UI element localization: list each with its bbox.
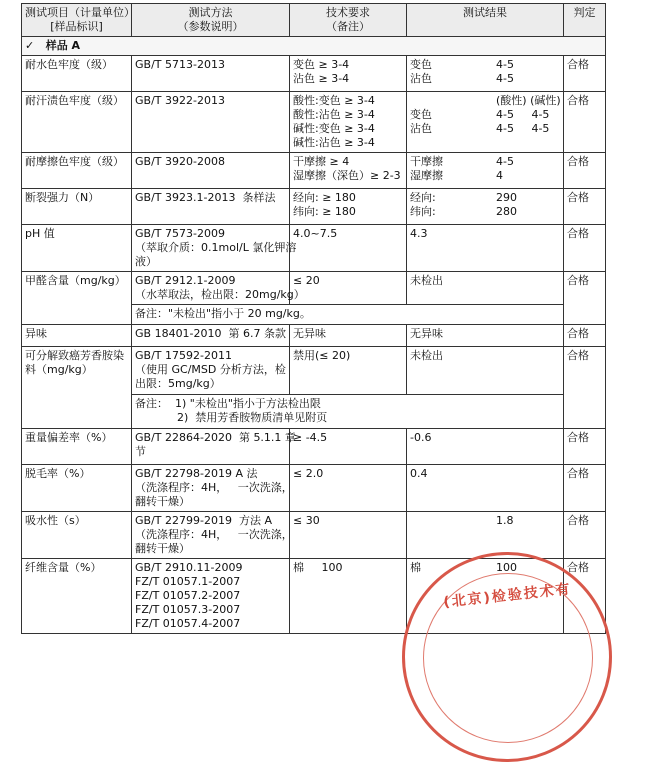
test-item: 耐摩擦色牢度（级） <box>22 153 132 189</box>
table-row <box>22 465 606 512</box>
judgement: 合格 <box>564 559 606 634</box>
test-method: GB/T 3923.1-2013 条样法 <box>132 189 290 225</box>
header-result: 测试结果 <box>407 4 564 37</box>
test-method: GB/T 17592-2011 （使用 GC/MSD 分析方法，检 出限：5mg/kg） <box>132 347 290 395</box>
test-method: GB/T 3922-2013 <box>132 92 290 153</box>
sample-row <box>22 37 606 56</box>
result-value: 100 <box>496 561 517 574</box>
result <box>407 465 564 512</box>
test-item: 耐汗渍色牢度（级） <box>22 92 132 153</box>
result-label: 棉 <box>410 561 421 574</box>
table-row <box>22 347 606 395</box>
test-item: pH 值 <box>22 225 132 272</box>
result-label: 4.3 <box>410 227 428 240</box>
stamp-text: (北京)检验技术有 <box>442 581 573 611</box>
requirement: 酸性:变色 ≥ 3-4 酸性:沾色 ≥ 3-4 碱性:变色 ≥ 3-4 碱性:沾色 ≥ 3-4 <box>290 92 407 153</box>
test-item: 耐水色牢度（级） <box>22 56 132 92</box>
table-row <box>22 512 606 559</box>
requirement: 干摩擦 ≥ 4 湿摩擦（深色）≥ 2-3 <box>290 153 407 189</box>
check-icon: ✓ <box>25 39 35 52</box>
result <box>407 512 564 559</box>
requirement: ≤ 2.0 <box>290 465 407 512</box>
result <box>407 347 564 395</box>
requirement: 无异味 <box>290 325 407 347</box>
test-item: 可分解致癌芳香胺染 料（mg/kg） <box>22 347 132 429</box>
test-method: GB/T 22798-2019 A 法 （洗涤程序：4H， 一次洗涤， 翻转干燥） <box>132 465 290 512</box>
result-label: 未检出 <box>410 274 443 287</box>
header-row <box>22 4 606 37</box>
test-item: 异味 <box>22 325 132 347</box>
requirement: 变色 ≥ 3-4 沾色 ≥ 3-4 <box>290 56 407 92</box>
result <box>407 325 564 347</box>
result-label <box>410 514 496 528</box>
requirement: 经向: ≥ 180 纬向: ≥ 180 <box>290 189 407 225</box>
result-label: 干摩擦 湿摩擦 <box>410 155 443 182</box>
header-judgement: 判定 <box>564 4 606 37</box>
test-method: GB 18401-2010 第 6.7 条款 <box>132 325 290 347</box>
result <box>407 56 564 92</box>
requirement: 棉 100 <box>290 559 407 634</box>
result-value: 4-5 4-5 <box>496 58 514 85</box>
test-method: GB/T 22864-2020 第 5.1.1 章 节 <box>132 429 290 465</box>
requirement: ≤ 30 <box>290 512 407 559</box>
result <box>407 429 564 465</box>
judgement: 合格 <box>564 153 606 189</box>
test-item: 脱毛率（%） <box>22 465 132 512</box>
sample-label <box>22 37 606 56</box>
table-row <box>22 189 606 225</box>
test-item: 断裂强力（N） <box>22 189 132 225</box>
header-requirement: 技术要求 （备注） <box>290 4 407 37</box>
judgement: 合格 <box>564 92 606 153</box>
test-item: 重量偏差率（%） <box>22 429 132 465</box>
judgement: 合格 <box>564 225 606 272</box>
result-label: -0.6 <box>410 431 432 444</box>
table-row <box>22 153 606 189</box>
result <box>407 92 564 153</box>
judgement: 合格 <box>564 189 606 225</box>
judgement: 合格 <box>564 512 606 559</box>
result-label: 未检出 <box>410 349 443 362</box>
result-value: 4-5 4 <box>496 155 514 182</box>
table-row <box>22 92 606 153</box>
result <box>407 153 564 189</box>
judgement: 合格 <box>564 465 606 512</box>
table-row <box>22 272 606 305</box>
judgement: 合格 <box>564 56 606 92</box>
requirement: ≥ -4.5 <box>290 429 407 465</box>
note: 备注： 1) "未检出"指小于方法检出限 2) 禁用芳香胺物质清单见附页 <box>132 395 564 429</box>
table-row <box>22 56 606 92</box>
header-item: 测试项目（计量单位） [样品标识] <box>22 4 132 37</box>
judgement: 合格 <box>564 272 606 325</box>
test-method: GB/T 2912.1-2009 （水萃取法，检出限：20mg/kg） <box>132 272 290 305</box>
test-method: GB/T 22799-2019 方法 A （洗涤程序：4H， 一次洗涤， 翻转干燥） <box>132 512 290 559</box>
judgement: 合格 <box>564 325 606 347</box>
result-label: 0.4 <box>410 467 428 480</box>
test-item: 吸水性（s） <box>22 512 132 559</box>
judgement: 合格 <box>564 347 606 429</box>
requirement: 禁用(≤ 20) <box>290 347 407 395</box>
result-label: 经向: 纬向: <box>410 191 436 218</box>
test-method: GB/T 2910.11-2009 FZ/T 01057.1-2007 FZ/T 01057.2-2007 FZ/T 01057.3-2007 FZ/T 01057.4-2007 <box>132 559 290 634</box>
table-row <box>22 225 606 272</box>
inspection-stamp <box>402 552 612 762</box>
table-row <box>22 325 606 347</box>
requirement: 4.0~7.5 <box>290 225 407 272</box>
result-label: 无异味 <box>410 327 443 340</box>
test-item: 甲醛含量（mg/kg） <box>22 272 132 325</box>
result-value: (酸性) (碱性) 4-5 4-5 4-5 4-5 <box>496 94 561 135</box>
note: 备注："未检出"指小于 20 mg/kg。 <box>132 305 564 325</box>
result <box>407 189 564 225</box>
result-value: 1.8 <box>496 514 514 527</box>
header-method: 测试方法 （参数说明） <box>132 4 290 37</box>
test-method: GB/T 5713-2013 <box>132 56 290 92</box>
result <box>407 272 564 305</box>
requirement: ≤ 20 <box>290 272 407 305</box>
result-value: 290 280 <box>496 191 517 218</box>
test-method: GB/T 3920-2008 <box>132 153 290 189</box>
result-label: 变色 沾色 <box>410 58 432 85</box>
result-label: 变色 沾色 <box>410 108 432 135</box>
test-report-table <box>21 3 606 634</box>
judgement: 合格 <box>564 429 606 465</box>
sample-name: 样品 A <box>45 39 81 52</box>
result <box>407 225 564 272</box>
test-item: 纤维含量（%） <box>22 559 132 634</box>
test-method: GB/T 7573-2009 （萃取介质：0.1mol/L 氯化钾溶 液） <box>132 225 290 272</box>
table-row <box>22 429 606 465</box>
